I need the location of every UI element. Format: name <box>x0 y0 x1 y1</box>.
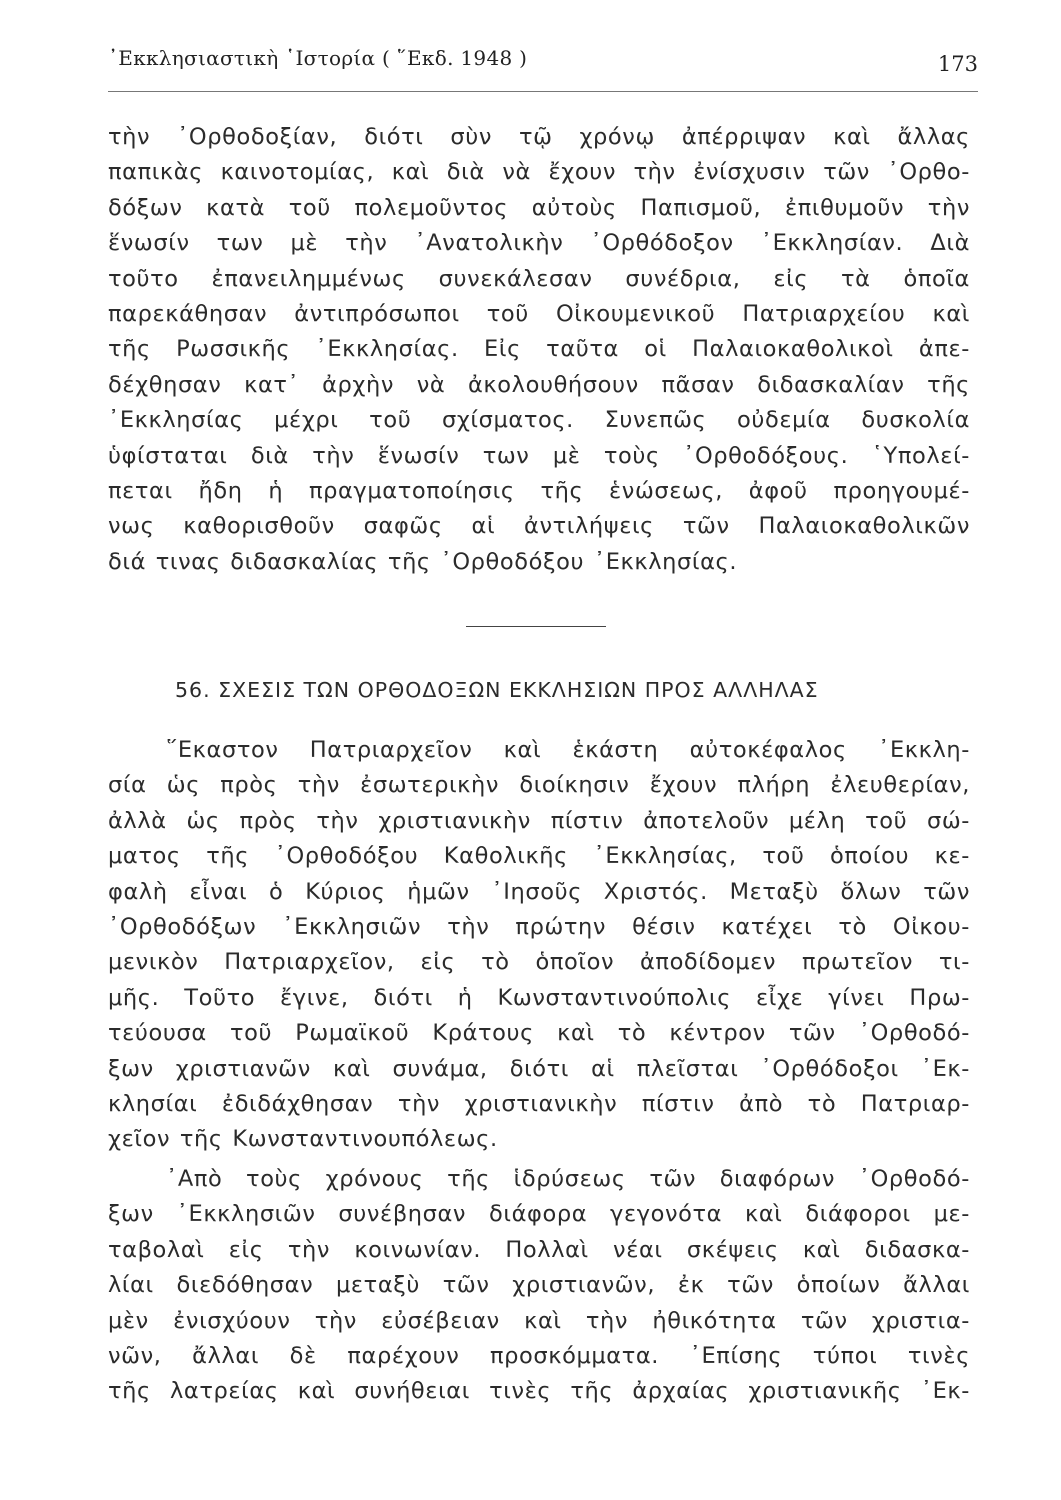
text-line: μενικὸν Πατριαρχεῖον, εἰς τὸ ὁποῖον ἀποδίδομεν πρωτεῖον τι- <box>108 949 970 976</box>
text-line: δέχθησαν κατ᾿ ἀρχὴν νὰ ἀκολουθήσουν πᾶσαν διδασκαλίαν τῆς <box>108 371 970 398</box>
header-rule <box>108 91 978 92</box>
text-line: ἕνωσίν των μὲ τὴν ᾿Ανατολικὴν ᾿Ορθόδοξον ᾿Εκκλησίαν. Διὰ <box>108 230 970 257</box>
text-line: φαλὴ εἶναι ὁ Κύριος ἡμῶν ᾿Ιησοῦς Χριστός. Μεταξὺ ὅλων τῶν <box>108 878 970 905</box>
paragraph-3 <box>108 1162 970 1410</box>
text-line: ματος τῆς ᾿Ορθοδόξου Καθολικῆς ᾿Εκκλησίας, τοῦ ὁποίου κε- <box>108 843 970 870</box>
text-line: ταβολαὶ εἰς τὴν κοινωνίαν. Πολλαὶ νέαι σκέψεις καὶ διδασκα- <box>108 1236 970 1263</box>
text-line: σία ὡς πρὸς τὴν ἐσωτερικὴν διοίκησιν ἔχουν πλήρη ἐλευθερίαν, <box>108 772 970 799</box>
section-divider <box>466 626 606 627</box>
text-line: πεται ἤδη ἡ πραγματοποίησις τῆς ἑνώσεως, ἀφοῦ προηγουμέ- <box>108 477 970 504</box>
text-line: τῆς λατρείας καὶ συνήθειαι τινὲς τῆς ἀρχαίας χριστιανικῆς ᾿Εκ- <box>108 1378 970 1405</box>
text-line: χεῖον τῆς Κωνσταντινουπόλεως. <box>108 1126 498 1153</box>
text-line: νως καθορισθοῦν σαφῶς αἱ ἀντιλήψεις τῶν Παλαιοκαθολικῶν <box>108 513 970 540</box>
text-line: ᾿Ορθοδόξων ᾿Εκκλησιῶν τὴν πρώτην θέσιν κατέχει τὸ Οἰκου- <box>108 913 970 940</box>
text-line: μὲν ἐνισχύουν τὴν εὐσέβειαν καὶ τὴν ἠθικότητα τῶν χριστια- <box>108 1307 970 1334</box>
text-line: ξων ᾿Εκκλησιῶν συνέβησαν διάφορα γεγονότα καὶ διάφοροι με- <box>108 1201 970 1228</box>
paragraph-1 <box>108 120 970 580</box>
text-line: κλησίαι ἐδιδάχθησαν τὴν χριστιανικὴν πίστιν ἀπὸ τὸ Πατριαρ- <box>108 1090 970 1117</box>
text-line: δόξων κατὰ τοῦ πολεμοῦντος αὐτοὺς Παπισμοῦ, ἐπιθυμοῦν τὴν <box>108 194 970 221</box>
text-line: τοῦτο ἐπανειλημμένως συνεκάλεσαν συνέδρια, εἰς τὰ ὁποῖα <box>108 265 970 292</box>
text-line: τὴν ᾿Ορθοδοξίαν, διότι σὺν τῷ χρόνῳ ἀπέρριψαν καὶ ἄλλας <box>108 124 970 150</box>
text-line: τῆς Ρωσσικῆς ᾿Εκκλησίας. Εἰς ταῦτα οἱ Παλαιοκαθολικοὶ ἀπε- <box>108 336 970 363</box>
text-line: τεύουσα τοῦ Ρωμαϊκοῦ Κράτους καὶ τὸ κέντρον τῶν ᾿Ορθοδό- <box>108 1020 970 1047</box>
text-line: ξων χριστιανῶν καὶ συνάμα, διότι αἱ πλεῖσται ᾿Ορθόδοξοι ᾿Εκ- <box>108 1055 970 1082</box>
text-line: παρεκάθησαν ἀντιπρόσωποι τοῦ Οἰκουμενικοῦ Πατριαρχείου καὶ <box>108 300 970 327</box>
text-line: ἀλλὰ ὡς πρὸς τὴν χριστιανικὴν πίστιν ἀποτελοῦν μέλη τοῦ σώ- <box>108 807 970 834</box>
text-line: λίαι διεδόθησαν μεταξὺ τῶν χριστιανῶν, ἐκ τῶν ὁποίων ἄλλαι <box>108 1272 970 1299</box>
text-line: ᾿Εκκλησίας μέχρι τοῦ σχίσματος. Συνεπῶς οὐδεμία δυσκολία <box>108 407 970 434</box>
text-line: παπικὰς καινοτομίας, καὶ διὰ νὰ ἔχουν τὴν ἐνίσχυσιν τῶν ᾿Ορθο- <box>108 159 970 186</box>
page-number: 173 <box>937 52 978 76</box>
text-line: ᾿Απὸ τοὺς χρόνους τῆς ἱδρύσεως τῶν διαφόρων ᾿Ορθοδό- <box>166 1166 970 1192</box>
text-line: μῆς. Τοῦτο ἔγινε, διότι ἡ Κωνσταντινούπολις εἶχε γίνει Πρω- <box>108 984 970 1011</box>
text-line: διά τινας διδασκαλίας τῆς ᾿Ορθοδόξου ᾿Εκκλησίας. <box>108 548 738 575</box>
running-title: ᾿Εκκλησιαστικὴ ῾Ιστορία ( ῞Εκδ. 1948 ) <box>108 46 528 70</box>
text-line: νῶν, ἄλλαι δὲ παρέχουν προσκόμματα. ᾿Επίσης τύποι τινὲς <box>108 1342 970 1369</box>
text-line: ὑφίσταται διὰ τὴν ἕνωσίν των μὲ τοὺς ᾿Ορθοδόξους. ῾Υπολεί- <box>108 442 970 469</box>
paragraph-2 <box>108 733 970 1158</box>
text-line: ῞Εκαστον Πατριαρχεῖον καὶ ἑκάστη αὐτοκέφαλος ᾿Εκκλη- <box>166 737 970 763</box>
section-heading: 56. ΣΧΕΣΙΣ ΤΩΝ ΟΡΘΟΔΟΞΩΝ ΕΚΚΛΗΣΙΩΝ ΠΡΟΣ ΑΛΛΗΛΑΣ <box>175 678 819 702</box>
running-head <box>108 40 978 80</box>
